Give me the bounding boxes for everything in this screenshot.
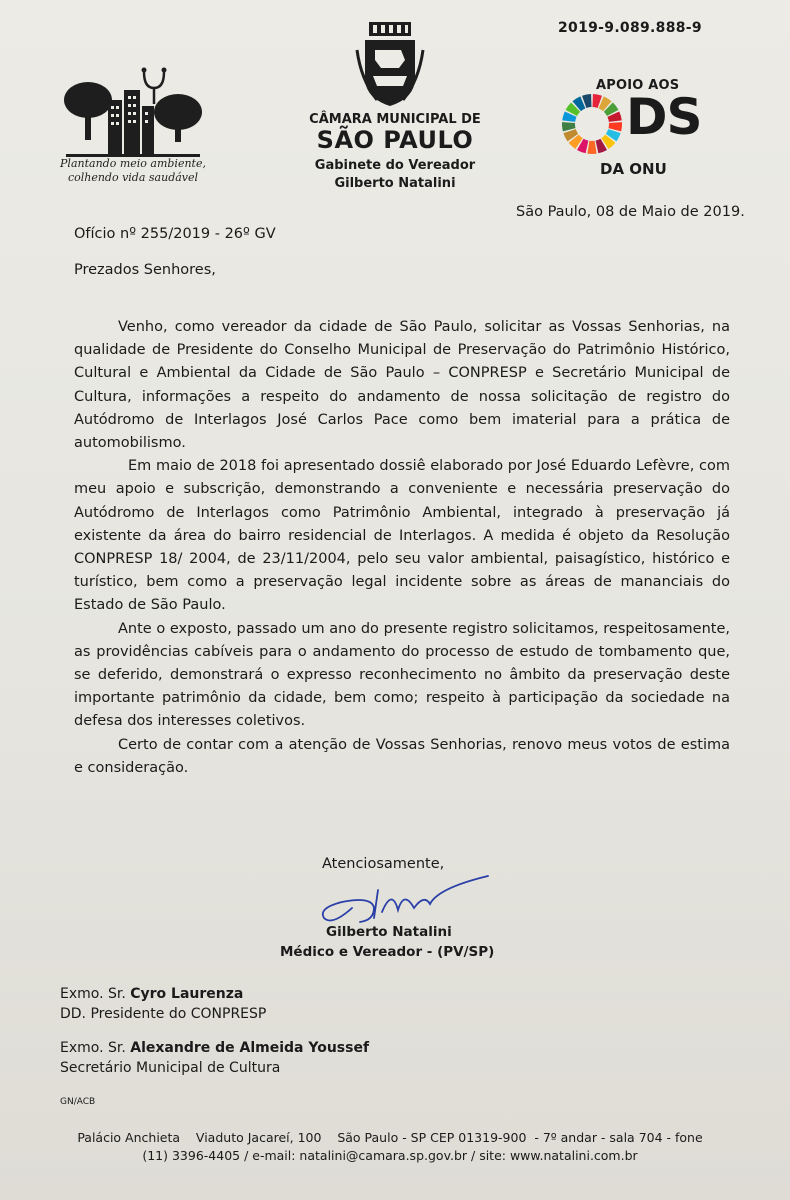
chamber-office-line: Gabinete do Vereador: [314, 158, 476, 173]
ods-color-wheel-icon: [560, 92, 624, 156]
chamber-title-line1: CÂMARA MUNICIPAL DE: [309, 112, 481, 127]
recipient-block: [60, 1038, 369, 1078]
recipient-name: Alexandre de Almeida Youssef: [130, 1040, 370, 1056]
recipient-prefix: Exmo. Sr.: [60, 986, 131, 1002]
handwritten-signature-icon: [312, 868, 512, 928]
recipient-role: DD. Presidente do CONPRESP: [60, 1006, 267, 1022]
footer-address: Palácio Anchieta Viaduto Jacareí, 100 São Paulo - SP CEP 01319-900 - 7º andar - sala 704 - fone: [77, 1130, 703, 1145]
chamber-councilor-line: Gilberto Natalini: [334, 176, 456, 191]
left-logo-caption-line1: Plantando meio ambiente,: [60, 157, 206, 170]
recipient-name-line: [60, 1038, 369, 1058]
ods-logo-top: APOIO AOS: [596, 78, 680, 93]
ods-logo-main: DS: [626, 88, 702, 146]
recipient-prefix: Exmo. Sr.: [60, 1040, 131, 1056]
recipient-name-line: [60, 984, 266, 1004]
letter-closing: Atenciosamente,: [322, 856, 445, 872]
letter-date: São Paulo, 08 de Maio de 2019.: [516, 204, 745, 220]
recipient-role: Secretário Municipal de Cultura: [60, 1060, 281, 1076]
recipient-name: Cyro Laurenza: [130, 986, 244, 1002]
letter-reference: Ofício nº 255/2019 - 26º GV: [74, 226, 276, 242]
chamber-title-line2: SÃO PAULO: [316, 126, 474, 154]
letter-paragraph: Certo de contar com a atenção de Vossas Senhorias, renovo meus votos de estima e consideração.: [74, 736, 730, 776]
signer-name: Gilberto Natalini: [326, 924, 452, 940]
left-logo-caption-line2: colhendo vida saudável: [67, 171, 199, 184]
recipient-block: [60, 984, 266, 1024]
letter-footer: [60, 1129, 720, 1165]
letter-paragraph: Ante o exposto, passado um ano do presente registro solicitamos, respeitosamente, as providências cabíveis para o andamento do processo de estudo de tombamento que, se deferido, demonstrará o expresso reconhecimento no âmbito da preservação deste importante patrimônio da cidade, bem como; respeito à participação da sociedade na defesa dos interesses coletivos.: [74, 620, 730, 730]
ods-logo-bottom: DA ONU: [600, 160, 667, 178]
letter-paragraph: Em maio de 2018 foi apresentado dossiê elaborado por José Eduardo Lefèvre, com meu apoio e subscrição, demonstrando a conveniente e necessária preservação do Autódromo de Interlagos como Patrimônio Ambiental, integrado à preservação já existente da área do bairro residencial de Interlagos. A medida é objeto da Resolução CONPRESP 18/ 2004, de 23/11/2004, pelo seu valor ambiental, paisagístico, histórico e turístico, bem como a preservação legal incidente sobre as áreas de mananciais do Estado de São Paulo.: [74, 458, 730, 614]
signer-title: Médico e Vereador - (PV/SP): [280, 944, 495, 960]
letter-paragraph: Venho, como vereador da cidade de São Paulo, solicitar as Vossas Senhorias, na qualidade de Presidente do Conselho Municipal de Preservação do Patrimônio Histórico, Cultural e Ambiental da Cidade de São Paulo – CONPRESP e Secretário Municipal de Cultura, informações a respeito do andamento de nossa solicitação de registro do Autódromo de Interlagos José Carlos Pace como bem imaterial para a prática de automobilismo.: [74, 319, 730, 452]
sao-paulo-coat-of-arms-icon: [355, 20, 425, 112]
letter-salutation: Prezados Senhores,: [74, 262, 216, 278]
left-logo-caption: [58, 157, 208, 185]
footer-contact: (11) 3396-4405 / e-mail: natalini@camara.sp.gov.br / site: www.natalini.com.br: [142, 1148, 638, 1163]
ods-wheel-segment: [587, 141, 596, 154]
protocol-number: 2019-9.089.888-9: [558, 20, 702, 36]
letter-body: [74, 316, 730, 780]
typist-initials: GN/ACB: [60, 1097, 96, 1107]
